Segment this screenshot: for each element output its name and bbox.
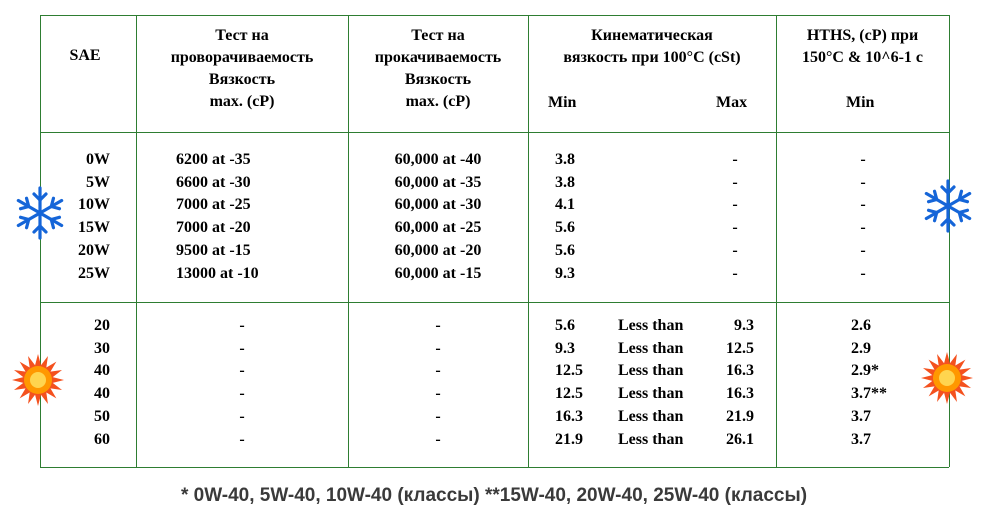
cell-kinematic-min: 3.8 — [555, 151, 575, 168]
header-pumping-line: прокачиваемость — [374, 49, 502, 66]
header-pumping — [348, 25, 528, 113]
header-divider — [40, 132, 949, 133]
header-cranking — [136, 25, 348, 113]
cell-pumping: - — [435, 362, 441, 380]
cell-sae: 0W — [86, 151, 110, 168]
cell-hths-min: - — [860, 219, 866, 237]
cell-hths-min: - — [860, 173, 866, 191]
table-row — [40, 194, 949, 217]
table-row — [40, 263, 949, 286]
cell-kinematic-min: 5.6 — [555, 219, 575, 237]
table-row — [40, 406, 949, 429]
cell-less-than: Less than — [618, 362, 684, 380]
cell-kinematic-min: 12.5 — [555, 362, 583, 380]
cell-pumping: - — [435, 407, 441, 425]
cell-sae: 25W — [78, 264, 110, 282]
cell-kinematic-min: 9.3 — [555, 264, 575, 282]
header-hths-line: 150°C & 10^6-1 c — [801, 49, 923, 66]
cell-pumping: - — [435, 317, 441, 334]
cell-cranking: - — [239, 430, 245, 448]
table-row — [40, 172, 949, 195]
cell-cranking: 6200 at -35 — [176, 151, 251, 168]
header-kinematic-min: Min — [548, 94, 577, 111]
cell-kinematic-max: - — [732, 219, 738, 237]
cell-sae: 15W — [78, 219, 110, 237]
table-row — [40, 315, 949, 338]
sae-viscosity-table — [40, 15, 949, 467]
cell-cranking: - — [239, 407, 245, 425]
cell-kinematic-max: - — [732, 196, 738, 214]
cell-hths-min: - — [860, 151, 866, 168]
header-sae: SAE — [69, 47, 101, 64]
cell-kinematic-min: 9.3 — [555, 339, 575, 357]
cell-kinematic-max: - — [732, 241, 738, 259]
cell-sae: 60 — [94, 430, 110, 448]
cell-pumping: 60,000 at -20 — [394, 241, 482, 259]
cell-hths-min: 3.7** — [851, 385, 887, 403]
cell-hths-min: 2.9 — [851, 339, 871, 357]
cell-cranking: 9500 at -15 — [176, 241, 251, 259]
cell-kinematic-max: 16.3 — [726, 362, 754, 380]
cell-sae: 20W — [78, 241, 110, 259]
header-pumping-line: max. (cP) — [405, 93, 471, 110]
cell-kinematic-max: 16.3 — [726, 385, 754, 403]
table-top-border — [40, 15, 949, 16]
cell-cranking: - — [239, 385, 245, 403]
header-pumping-line: Вязкость — [404, 71, 472, 88]
header-pumping-line: Тест на — [411, 27, 465, 44]
cell-kinematic-min: 12.5 — [555, 385, 583, 403]
cell-kinematic-max: - — [732, 151, 738, 168]
cell-cranking: - — [239, 362, 245, 380]
table-row — [40, 383, 949, 406]
cell-kinematic-max: 26.1 — [726, 430, 754, 448]
cell-cranking: 6600 at -30 — [176, 173, 251, 191]
cell-sae: 30 — [94, 339, 110, 357]
cell-pumping: 60,000 at -25 — [394, 219, 482, 237]
cell-hths-min: 3.7 — [851, 407, 871, 425]
footnote: * 0W-40, 5W-40, 10W-40 (классы) **15W-40, 20W-40, 25W-40 (классы) — [180, 485, 808, 506]
cell-hths-min: 3.7 — [851, 430, 871, 448]
snowflake-icon — [920, 178, 976, 234]
cell-kinematic-min: 3.8 — [555, 173, 575, 191]
sun-icon — [10, 352, 66, 408]
cell-kinematic-min: 4.1 — [555, 196, 575, 214]
cell-pumping: - — [435, 430, 441, 448]
cell-cranking: 7000 at -25 — [176, 196, 251, 214]
header-hths-line: HTHS, (cP) при — [806, 27, 919, 44]
header-hths — [776, 25, 949, 69]
header-kinematic-line: Кинематическая — [591, 27, 713, 44]
cell-pumping: 60,000 at -30 — [394, 196, 482, 214]
cell-sae: 10W — [78, 196, 110, 214]
header-cranking-line: Тест на — [215, 27, 269, 44]
cell-kinematic-max: - — [732, 173, 738, 191]
cell-sae: 40 — [94, 362, 110, 380]
header-cranking-line: проворачиваемость — [170, 49, 314, 66]
cell-kinematic-max: - — [732, 264, 738, 282]
cell-cranking: 13000 at -10 — [176, 264, 259, 282]
cell-cranking: - — [239, 339, 245, 357]
cell-kinematic-min: 21.9 — [555, 430, 583, 448]
table-row — [40, 240, 949, 263]
cell-less-than: Less than — [618, 339, 684, 357]
table-row — [40, 149, 949, 172]
header-kinematic-line: вязкость при 100°C (cSt) — [563, 49, 741, 66]
cell-pumping: 60,000 at -35 — [394, 173, 482, 191]
header-kinematic-max: Max — [716, 94, 748, 111]
cell-less-than: Less than — [618, 317, 684, 334]
cell-pumping: - — [435, 385, 441, 403]
cell-kinematic-min: 5.6 — [555, 317, 575, 334]
cell-pumping: 60,000 at -15 — [394, 264, 482, 282]
header-kinematic — [528, 25, 776, 69]
cell-sae: 50 — [94, 407, 110, 425]
cell-hths-min: - — [860, 241, 866, 259]
cell-less-than: Less than — [618, 407, 684, 425]
header-cranking-line: max. (cP) — [209, 93, 275, 110]
section-divider — [40, 302, 949, 303]
cell-hths-min: - — [860, 196, 866, 214]
cell-sae: 40 — [94, 385, 110, 403]
cell-hths-min: 2.6 — [851, 317, 871, 334]
cell-kinematic-min: 16.3 — [555, 407, 583, 425]
cell-kinematic-max: 9.3 — [734, 317, 754, 334]
cell-hths-min: - — [860, 264, 866, 282]
cell-cranking: 7000 at -20 — [176, 219, 251, 237]
sun-icon — [919, 350, 975, 406]
cell-less-than: Less than — [618, 430, 684, 448]
table-row — [40, 338, 949, 361]
cell-kinematic-max: 21.9 — [726, 407, 754, 425]
table-row — [40, 360, 949, 383]
header-hths-min: Min — [846, 94, 875, 111]
cell-sae: 20 — [94, 317, 110, 334]
table-bottom-border — [40, 467, 949, 468]
table-row — [40, 217, 949, 240]
cell-pumping: - — [435, 339, 441, 357]
cell-less-than: Less than — [618, 385, 684, 403]
snowflake-icon — [12, 185, 68, 241]
cell-kinematic-max: 12.5 — [726, 339, 754, 357]
cell-sae: 5W — [86, 173, 110, 191]
cell-cranking: - — [239, 317, 245, 334]
cell-kinematic-min: 5.6 — [555, 241, 575, 259]
cell-hths-min: 2.9* — [851, 362, 879, 380]
header-cranking-line: Вязкость — [208, 71, 276, 88]
table-row — [40, 429, 949, 452]
cell-pumping: 60,000 at -40 — [394, 151, 482, 168]
